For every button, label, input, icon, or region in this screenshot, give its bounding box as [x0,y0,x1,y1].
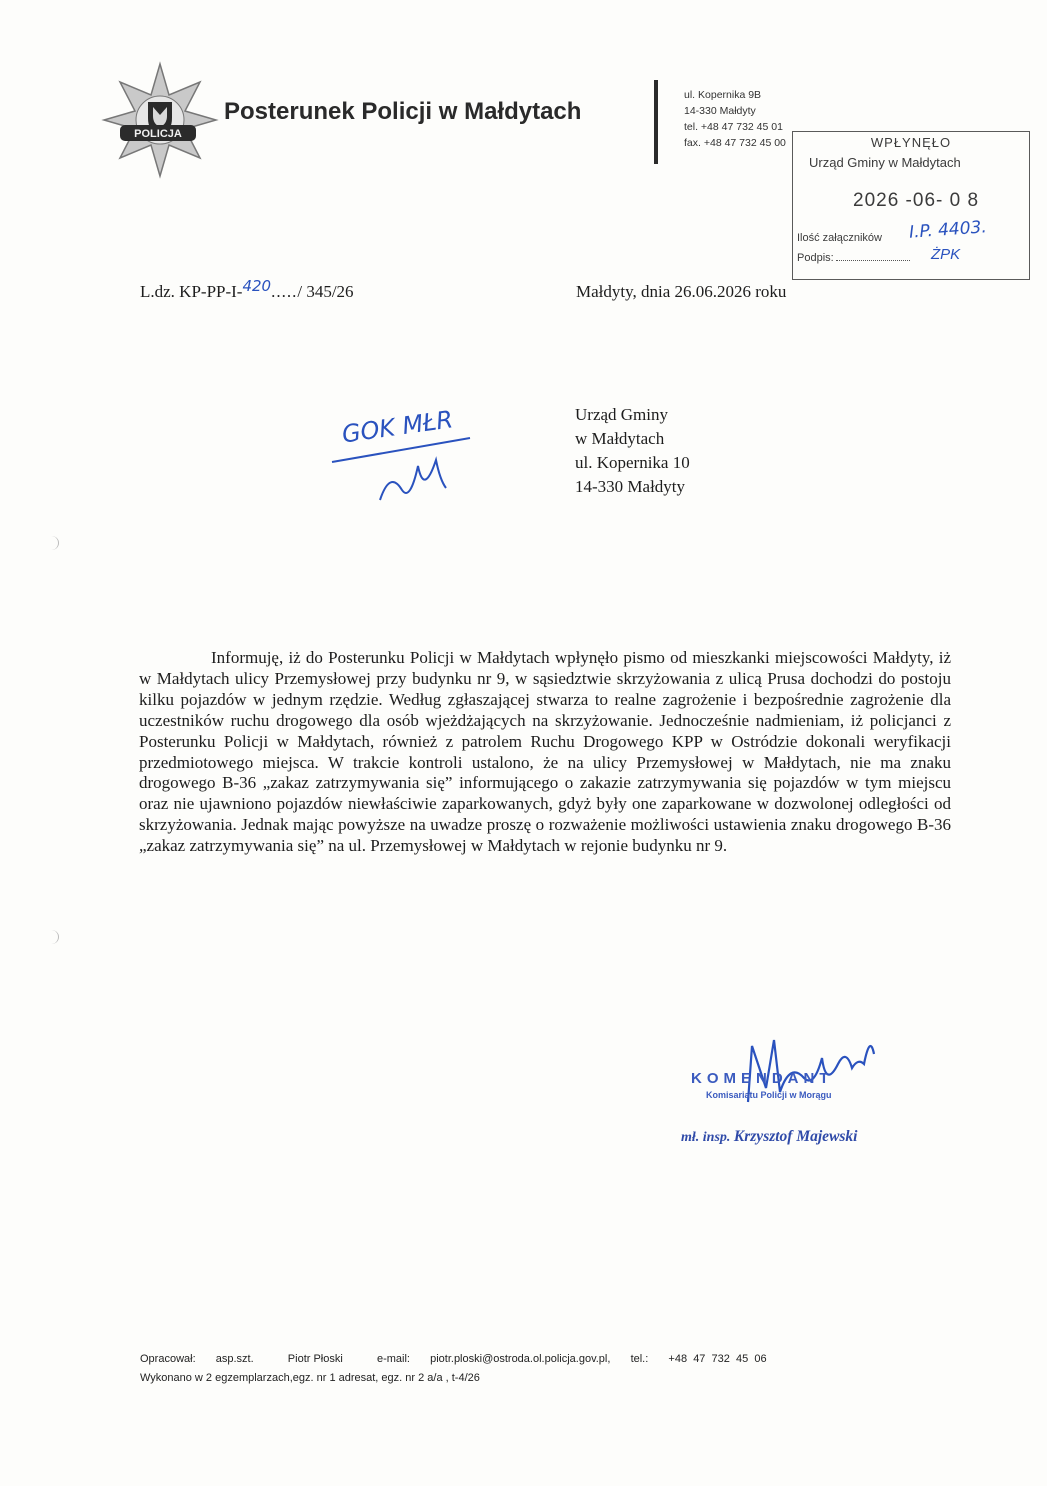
stamp-date: 2026 -06- 0 8 [853,190,980,211]
contact-street: ul. Kopernika 9B [684,89,762,101]
police-star-logo [100,60,220,180]
contact-block [684,87,786,151]
addressee-line: 14-330 Małdyty [575,477,686,496]
signatory-title: KOMENDANT [691,1070,834,1087]
handwritten-marginalia [320,400,490,520]
received-stamp [792,131,1030,280]
agency-name: Posterunek Policji w Małdytach [224,98,582,125]
stamp-signature-label: Podpis: [797,252,834,264]
reference-dots: ..... [271,282,298,301]
footer-phone-label: tel.: [630,1353,649,1365]
stamp-title: WPŁYNĘŁO [870,135,952,150]
logo-text: POLICJA [134,128,182,140]
reference-number [140,277,354,302]
marginalia-text: GOK MŁR [340,405,455,449]
footer-email[interactable]: piotr.ploski@ostroda.ol.policja.gov.pl, [430,1353,611,1365]
signatory-name [681,1128,858,1146]
footer-copies: Wykonano w 2 egzemplarzach,egz. nr 1 adresat, egz. nr 2 a/a , t-4/26 [140,1372,480,1384]
footer [140,1350,767,1388]
scan-edge-mark [44,930,59,944]
letter-body [139,648,951,857]
place-and-date: Małdyty, dnia 26.06.2026 roku [576,282,787,301]
reference-handwritten: 420 [242,277,272,295]
signatory-full-name: Krzysztof Majewski [733,1128,858,1145]
stamp-attachments [797,232,882,244]
footer-email-label: e-mail: [376,1353,410,1365]
reference-suffix: / 345/26 [297,282,354,301]
stamp-handwritten-number: I.P. 4403. [908,217,988,243]
footer-prepared-label: Opracował: [140,1353,196,1365]
stamp-dotted-line [836,260,910,261]
contact-phone: tel. +48 47 732 45 01 [684,121,783,133]
header-divider [654,80,658,164]
footer-phone: +48 47 732 45 06 [668,1353,767,1365]
signatory-rank: mł. insp. [681,1130,731,1145]
footer-prepared-name: Piotr Płoski [287,1353,343,1365]
signatory-unit: Komisariatu Policji w Morągu [706,1090,832,1100]
contact-fax: fax. +48 47 732 45 00 [684,137,786,149]
addressee-line: Urząd Gminy [575,405,669,424]
stamp-signature [797,252,910,264]
reference-prefix: L.dz. KP-PP-I- [140,282,243,301]
footer-prepared-rank: asp.szt. [215,1353,254,1365]
stamp-handwritten-initials: ŻPK [931,246,961,263]
contact-city: 14-330 Małdyty [684,105,756,117]
stamp-attachments-label: Ilość załączników [797,232,882,244]
addressee-line: ul. Kopernika 10 [575,453,690,472]
stamp-office: Urząd Gminy w Małdytach [809,155,961,170]
addressee-block [575,403,690,499]
body-paragraph: Informuję, iż do Posterunku Policji w Małdytach wpłynęło pismo od mieszkanki miejscowości Małdyty, iż w Małdytach ulicy Przemysłowej przy budynku nr 9, w sąsiedztwie skrzyżowania z ulicą Prusa dochodzi do postoju kilku pojazdów w jednym rzędzie. Według zgłaszającej stwarza to realne zagrożenie i bezpośrednie zagrożenie dla uczestników ruchu drogowego dla osób wjeżdżających na skrzyżowanie. Jednocześnie nadmieniam, iż policjanci z Posterunku Policji w Małdytach, również z patrolem Ruchu Drogowego KPP w Ostródzie dokonali weryfikacji przedmiotowego miejsca. W trakcie kontroli ustalono, że na ulicy Przemysłowej w Małdytach, nie ma znaku drogowego B-36 „zakaz zatrzymywania się” informującego o zakazie zatrzymywania się pojazdów w tym miejscu oraz nie ujawniono pojazdów niewłaściwie zaparkowanych, gdyż były one zaparkowane w dozwolonej odległości od skrzyżowania. Jednak mając powyższe na uwadze proszę o rozważenie możliwości ustawienia znaku drogowego B-36 „zakaz zatrzymywania się” na ul. Przemysłowej w Małdytach w rejonie budynku nr 9. [139,648,951,856]
footer-line-1 [140,1350,767,1369]
scan-edge-mark [44,536,59,550]
addressee-line: w Małdytach [575,429,665,448]
